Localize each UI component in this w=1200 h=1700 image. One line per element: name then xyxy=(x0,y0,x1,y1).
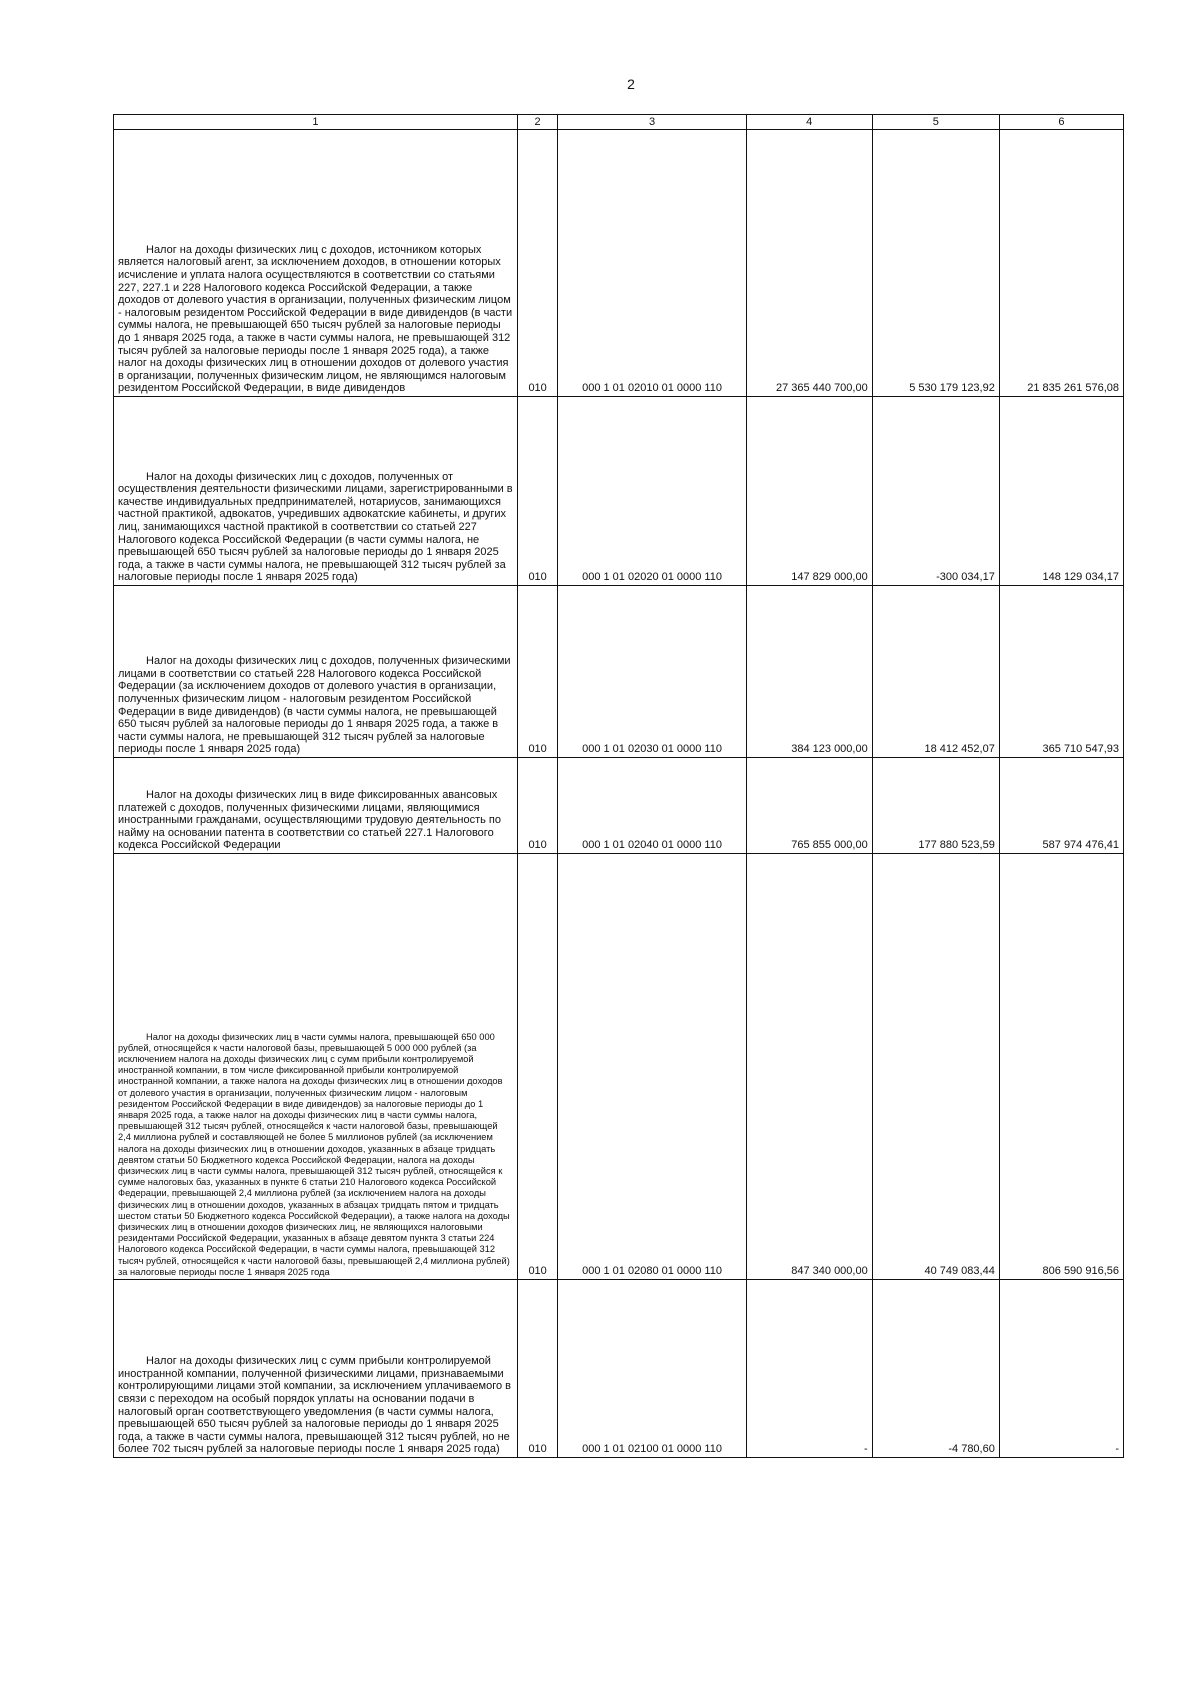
table-row xyxy=(114,130,1124,397)
header-cell-5: 5 xyxy=(872,115,999,130)
table-row xyxy=(114,758,1124,854)
row-col6: - xyxy=(999,1280,1123,1458)
row-budget-code: 000 1 01 02040 01 0000 110 xyxy=(558,758,746,854)
row-line-code: 010 xyxy=(517,1280,558,1458)
row-budget-code: 000 1 01 02020 01 0000 110 xyxy=(558,397,746,586)
row-col5: -4 780,60 xyxy=(872,1280,999,1458)
header-cell-2: 2 xyxy=(517,115,558,130)
row-description: Налог на доходы физических лиц в части суммы налога, превышающей 650 000 рублей, относящейся к части налоговой базы, превышающей 5 000 000 рублей (за исключением налога на доходы физических лиц с сумм прибыли контролируемой иностранной компании, в том числе фиксированной прибыли контролируемой иностранной компании, а также налога на доходы физических лиц в отношении доходов от долевого участия в организации, полученных физическим лицом - налоговым резидентом Российской Федерации в виде дивидендов) за налоговые периоды до 1 января 2025 года, а также налог на доходы физических лиц в части суммы налога, превышающей 312 тысяч рублей, относящейся к части налоговой базы, превышающей 2,4 миллиона рублей и составляющей не более 5 миллионов рублей (за исключением налога на доходы физических лиц в отношении доходов, указанных в абзаце тридцать девятом статьи 50 Бюджетного кодекса Российской Федерации, налога на доходы физических лиц в части суммы налога, превышающей 312 тысяч рублей, относящейся к сумме налоговых баз, указанных в пункте 6 статьи 210 Налогового кодекса Российской Федерации, превышающей 2,4 миллиона рублей (за исключением налога на доходы физических лиц в отношении доходов, указанных в абзацах тридцать пятом и тридцать шестом статьи 50 Бюджетного кодекса Российской Федерации), а также налога на доходы физических лиц в отношении доходов физических лиц, не являющихся налоговыми резидентами Российской Федерации, указанных в абзаце девятом пункта 3 статьи 224 Налогового кодекса Российской Федерации, в части суммы налога, превышающей 312 тысяч рублей, относящейся к части налоговой базы, превышающей 2,4 миллиона рублей) за налоговые периоды после 1 января 2025 года xyxy=(114,854,518,1280)
row-col4: - xyxy=(746,1280,872,1458)
row-col6: 365 710 547,93 xyxy=(999,586,1123,758)
row-col4: 384 123 000,00 xyxy=(746,586,872,758)
report-table xyxy=(113,114,1124,1458)
row-col4: 147 829 000,00 xyxy=(746,397,872,586)
row-col5: 18 412 452,07 xyxy=(872,586,999,758)
header-cell-4: 4 xyxy=(746,115,872,130)
row-description: Налог на доходы физических лиц с доходов, полученных от осуществления деятельности физическими лицами, зарегистрированными в качестве индивидуальных предпринимателей, нотариусов, занимающихся частной практикой, адвокатов, учредивших адвокатские кабинеты, и других лиц, занимающихся частной практикой в соответствии со статьей 227 Налогового кодекса Российской Федерации (в части суммы налога, не превышающей 650 тысяч рублей за налоговые периоды до 1 января 2025 года, а также в части суммы налога, не превышающей 312 тысяч рублей за налоговые периоды после 1 января 2025 года) xyxy=(114,397,518,586)
row-col6: 587 974 476,41 xyxy=(999,758,1123,854)
page-number: 2 xyxy=(627,76,635,92)
table-row xyxy=(114,1280,1124,1458)
row-col4: 765 855 000,00 xyxy=(746,758,872,854)
row-description: Налог на доходы физических лиц с доходов, полученных физическими лицами в соответствии со статьей 228 Налогового кодекса Российской Федерации (за исключением доходов от долевого участия в организации, полученных физическим лицом - налоговым резидентом Российской Федерации в виде дивидендов) (в части суммы налога, не превышающей 650 тысяч рублей за налоговые периоды до 1 января 2025 года, а также в части суммы налога, не превышающей 312 тысяч рублей за налоговые периоды после 1 января 2025 года) xyxy=(114,586,518,758)
row-line-code: 010 xyxy=(517,758,558,854)
row-col5: 5 530 179 123,92 xyxy=(872,130,999,397)
row-line-code: 010 xyxy=(517,397,558,586)
row-line-code: 010 xyxy=(517,130,558,397)
header-cell-3: 3 xyxy=(558,115,746,130)
header-cell-1: 1 xyxy=(114,115,518,130)
row-budget-code: 000 1 01 02080 01 0000 110 xyxy=(558,854,746,1280)
row-line-code: 010 xyxy=(517,586,558,758)
row-description: Налог на доходы физических лиц с доходов, источником которых является налоговый агент, за исключением доходов, в отношении которых исчисление и уплата налога осуществляются в соответствии со статьями 227, 227.1 и 228 Налогового кодекса Российской Федерации, а также доходов от долевого участия в организации, полученных физическим лицом - налоговым резидентом Российской Федерации в виде дивидендов (в части суммы налога, не превышающей 650 тысяч рублей за налоговые периоды до 1 января 2025 года, а также в части суммы налога, не превышающей 312 тысяч рублей за налоговые периоды после 1 января 2025 года), а также налог на доходы физических лиц в отношении доходов от долевого участия в организации, полученных физическим лицом, не являющимся налоговым резидентом Российской Федерации, в виде дивидендов xyxy=(114,130,518,397)
row-col4: 27 365 440 700,00 xyxy=(746,130,872,397)
row-description: Налог на доходы физических лиц с сумм прибыли контролируемой иностранной компании, полученной физическими лицами, признаваемыми контролирующими лицами этой компании, за исключением уплачиваемого в связи с переходом на особый порядок уплаты на основании подачи в налоговый орган соответствующего уведомления (в части суммы налога, превышающей 650 тысяч рублей за налоговые периоды до 1 января 2025 года, а также в части суммы налога, превышающей 312 тысяч рублей, но не более 702 тысяч рублей за налоговые периоды после 1 января 2025 года) xyxy=(114,1280,518,1458)
row-budget-code: 000 1 01 02100 01 0000 110 xyxy=(558,1280,746,1458)
table-row xyxy=(114,586,1124,758)
table-row xyxy=(114,397,1124,586)
row-col5: 177 880 523,59 xyxy=(872,758,999,854)
row-col5: 40 749 083,44 xyxy=(872,854,999,1280)
table-row xyxy=(114,854,1124,1280)
row-budget-code: 000 1 01 02030 01 0000 110 xyxy=(558,586,746,758)
row-col5: -300 034,17 xyxy=(872,397,999,586)
row-col6: 806 590 916,56 xyxy=(999,854,1123,1280)
header-row xyxy=(114,115,1124,130)
header-cell-6: 6 xyxy=(999,115,1123,130)
row-budget-code: 000 1 01 02010 01 0000 110 xyxy=(558,130,746,397)
row-col6: 148 129 034,17 xyxy=(999,397,1123,586)
row-col6: 21 835 261 576,08 xyxy=(999,130,1123,397)
row-line-code: 010 xyxy=(517,854,558,1280)
row-col4: 847 340 000,00 xyxy=(746,854,872,1280)
row-description: Налог на доходы физических лиц в виде фиксированных авансовых платежей с доходов, полученных физическими лицами, являющимися иностранными гражданами, осуществляющими трудовую деятельность по найму на основании патента в соответствии со статьей 227.1 Налогового кодекса Российской Федерации xyxy=(114,758,518,854)
